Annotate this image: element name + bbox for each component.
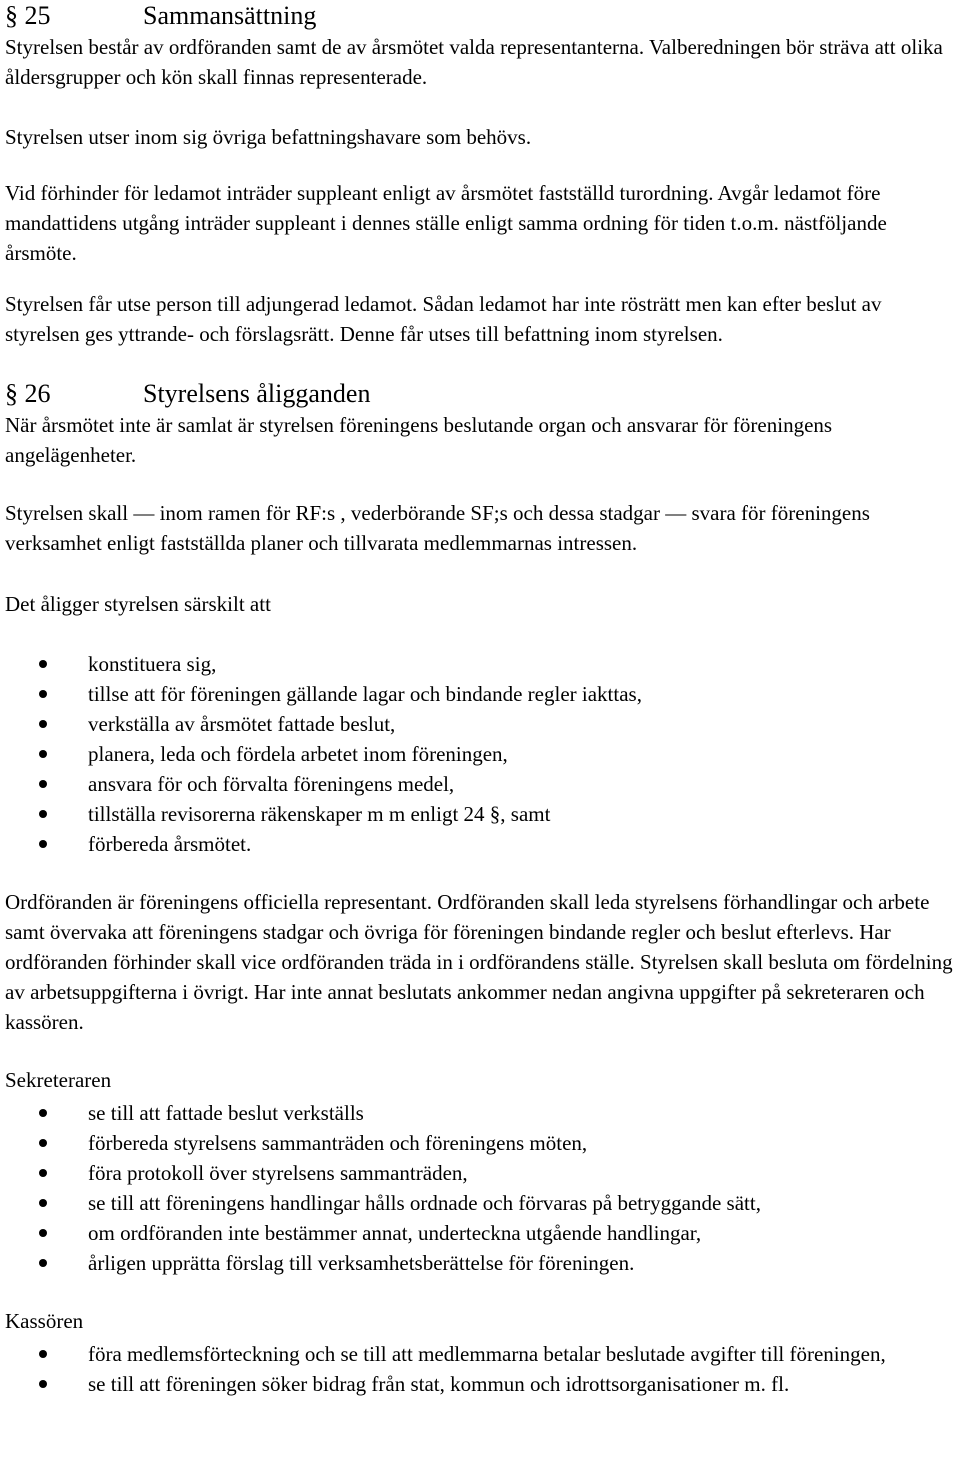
duties-list [5,649,957,859]
bullet-icon [39,1109,47,1117]
section-26-paragraph-1: När årsmötet inte är samlat är styrelsen föreningens beslutande organ och ansvarar för föreningens angelägenheter. [5,413,833,467]
treasurer-label: Kassören [5,1309,84,1333]
list-item: föra medlemsförteckning och se till att medlemmarna betalar beslutade avgifter till föreningen, [5,1339,957,1369]
list-item: förbereda styrelsens sammanträden och föreningens möten, [5,1128,957,1158]
bullet-icon [39,1259,47,1267]
list-item: se till att föreningens handlingar hålls ordnade och förvaras på betryggande sätt, [5,1188,957,1218]
section-26-title: Styrelsens åligganden [143,379,371,408]
list-item: konstituera sig, [5,649,957,679]
section-26-number: § 26 [5,379,51,408]
bullet-icon [39,1139,47,1147]
bullet-icon [39,840,47,848]
section-26-paragraph-3: Det åligger styrelsen särskilt att [5,592,271,616]
list-item: planera, leda och fördela arbetet inom föreningen, [5,739,957,769]
list-item: tillse att för föreningen gällande lagar och bindande regler iakttas, [5,679,957,709]
bullet-icon [39,1199,47,1207]
list-item: se till att fattade beslut verkställs [5,1098,957,1128]
list-item: verkställa av årsmötet fattade beslut, [5,709,957,739]
section-26-paragraph-2: Styrelsen skall — inom ramen för RF:s , vederbörande SF;s och dessa stadgar — svara för föreningens verksamhet enligt fastställda planer och tillvarata medlemmarnas intressen. [5,501,870,555]
bullet-icon [39,690,47,698]
section-26-heading [5,378,957,410]
section-25-number: § 25 [5,1,51,30]
list-item: ansvara för och förvalta föreningens medel, [5,769,957,799]
list-item: årligen upprätta förslag till verksamhetsberättelse för föreningen. [5,1248,957,1278]
bullet-icon [39,1169,47,1177]
bullet-icon [39,1350,47,1358]
treasurer-list [5,1339,957,1399]
list-item: förbereda årsmötet. [5,829,957,859]
section-25-paragraph-2: Styrelsen utser inom sig övriga befattningshavare som behövs. [5,125,532,149]
bullet-icon [39,660,47,668]
bullet-icon [39,1380,47,1388]
section-25-paragraph-3: Vid förhinder för ledamot inträder suppleant enligt av årsmötet fastställd turordning. Avgår ledamot före mandattidens utgång inträder suppleant i dennes ställe enligt samma ordning för tiden t.o.m. nästföljande årsmöte. [5,181,887,265]
section-25-heading [5,0,957,32]
section-26-paragraph-4: Ordföranden är föreningens officiella representant. Ordföranden skall leda styrelsens förhandlingar och arbete samt övervaka att föreningens stadgar och övriga för föreningen bindande regler och beslut efterlevs. Har ordföranden förhinder skall vice ordföranden träda in i ordförandens ställe. Styrelsen skall besluta om fördelning av arbetsuppgifterna i övrigt. Har inte annat beslutats ankommer nedan angivna uppgifter på sekreteraren och kassören. [5,890,953,1034]
section-25-paragraph-1: Styrelsen består av ordföranden samt de av årsmötet valda representanterna. Valberedningen bör sträva att olika åldersgrupper och kön skall finnas representerade. [5,35,943,89]
document [5,0,957,1399]
list-item: om ordföranden inte bestämmer annat, underteckna utgående handlingar, [5,1218,957,1248]
section-25-paragraph-4: Styrelsen får utse person till adjungerad ledamot. Sådan ledamot har inte rösträtt men kan efter beslut av styrelsen ges yttrande- och förslagsrätt. Denne får utses till befattning inom styrelsen. [5,292,882,346]
list-item: föra protokoll över styrelsens sammanträden, [5,1158,957,1188]
bullet-icon [39,1229,47,1237]
bullet-icon [39,720,47,728]
bullet-icon [39,810,47,818]
list-item: tillställa revisorerna räkenskaper m m enligt 24 §, samt [5,799,957,829]
secretary-label: Sekreteraren [5,1068,112,1092]
bullet-icon [39,750,47,758]
list-item: se till att föreningen söker bidrag från stat, kommun och idrottsorganisationer m. fl. [5,1369,957,1399]
section-25-title: Sammansättning [143,1,317,30]
bullet-icon [39,780,47,788]
secretary-list [5,1098,957,1278]
